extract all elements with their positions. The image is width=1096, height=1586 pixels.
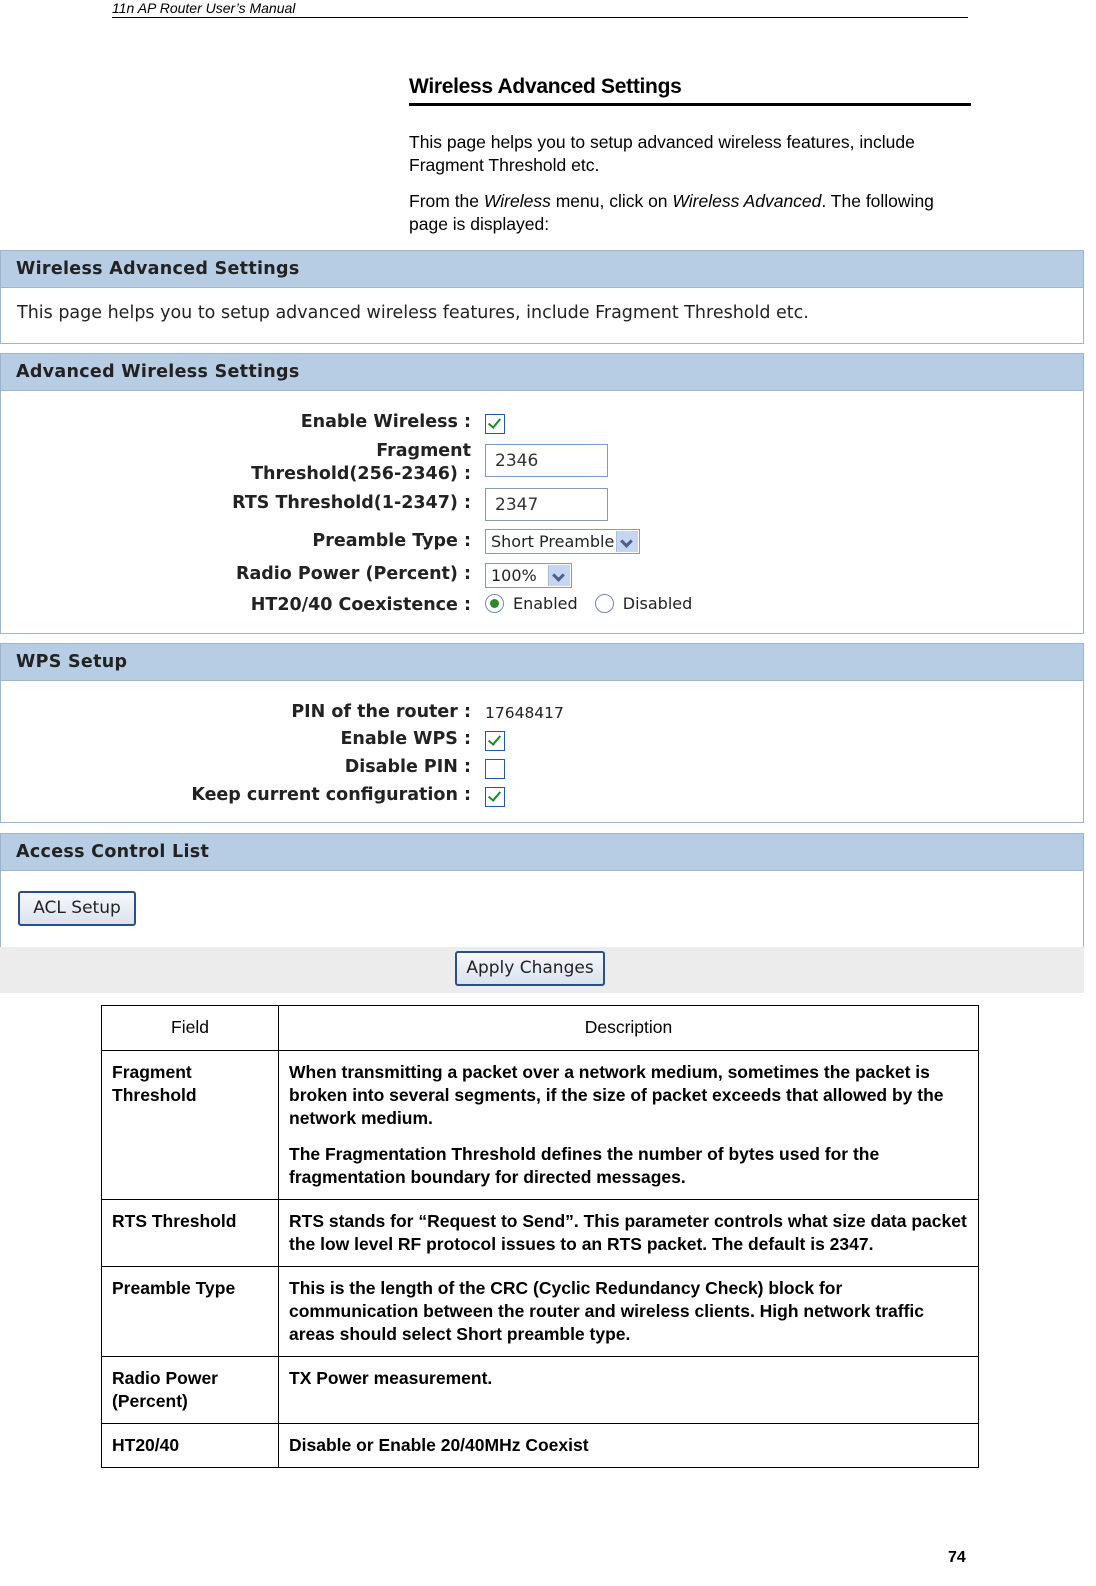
table-row <box>102 1051 979 1200</box>
coexistence-radio-group <box>485 593 704 613</box>
section-title: Wireless Advanced Settings <box>409 73 971 106</box>
preamble-type-row <box>1 530 1083 555</box>
chevron-down-icon <box>548 565 570 586</box>
enable-wireless-label: Enable Wireless : <box>300 412 471 432</box>
access-control-panel <box>0 833 1084 948</box>
field-description: This is the length of the CRC (Cyclic Redundancy Check) block for communication between the router and wireless clients. High network traffic areas should select Short preamble type. <box>279 1267 979 1357</box>
instruction-text: . The following page is displayed: <box>409 191 934 234</box>
table-row <box>102 1424 979 1468</box>
field-description: Disable or Enable 20/40MHz Coexist <box>279 1424 979 1468</box>
radio-power-select[interactable] <box>485 563 572 588</box>
preamble-type-value: Short Preamble <box>491 532 615 551</box>
table-header-row <box>102 1006 979 1051</box>
acl-setup-button[interactable]: ACL Setup <box>18 891 136 926</box>
enable-wps-checkbox[interactable] <box>485 731 505 751</box>
field-column-header: Field <box>102 1006 279 1051</box>
keep-config-checkbox[interactable] <box>485 787 505 807</box>
enable-wps-row <box>1 731 1083 751</box>
router-pin-value: 17648417 <box>485 704 564 722</box>
apply-changes-button[interactable]: Apply Changes <box>455 951 605 986</box>
enable-wireless-row <box>1 414 1083 434</box>
field-description: RTS stands for “Request to Send”. This parameter controls what size data packet the low level RF protocol issues to an RTS packet. The default is 2347. <box>279 1200 979 1267</box>
intro-panel <box>0 250 1084 344</box>
navigation-instruction <box>409 190 949 236</box>
radio-power-label: Radio Power (Percent) : <box>235 564 471 584</box>
router-pin-label: PIN of the router : <box>291 702 471 722</box>
instruction-text: menu, click on <box>550 191 673 211</box>
panel-title: Advanced Wireless Settings <box>1 354 1083 391</box>
panel-title: WPS Setup <box>1 644 1083 681</box>
keep-config-row <box>1 787 1083 807</box>
field-name: Radio Power (Percent) <box>102 1357 279 1424</box>
wps-setup-panel <box>0 643 1084 823</box>
menu-name: Wireless <box>483 191 551 211</box>
description-column-header: Description <box>279 1006 979 1051</box>
fragment-label-line2: Threshold(256-2346) : <box>251 464 471 484</box>
preamble-type-label: Preamble Type : <box>312 531 471 551</box>
table-row <box>102 1267 979 1357</box>
table-row <box>102 1200 979 1267</box>
panel-title: Wireless Advanced Settings <box>1 251 1083 288</box>
coexistence-enabled-label: Enabled <box>513 594 578 613</box>
intro-paragraph: This page helps you to setup advanced wireless features, include Fragment Threshold etc. <box>409 132 915 175</box>
enable-wireless-checkbox[interactable] <box>485 414 505 434</box>
description-paragraph: The Fragmentation Threshold defines the number of bytes used for the fragmentation boundary for directed messages. <box>289 1144 880 1187</box>
fragment-label-line1: Fragment <box>376 441 471 461</box>
preamble-type-select[interactable] <box>485 529 640 554</box>
chevron-down-icon <box>616 531 638 552</box>
description-paragraph: When transmitting a packet over a network medium, sometimes the packet is broken into several segments, if the size of packet exceeds that allowed by the network medium. <box>289 1062 944 1128</box>
field-name: HT20/40 <box>102 1424 279 1468</box>
radio-power-row <box>1 562 1083 587</box>
enable-wps-label: Enable WPS : <box>340 729 471 749</box>
field-description: TX Power measurement. <box>279 1357 979 1424</box>
coexistence-label: HT20/40 Coexistence : <box>250 595 471 615</box>
field-name: RTS Threshold <box>102 1200 279 1267</box>
instruction-text: From the <box>409 191 484 211</box>
radio-power-value: 100% <box>491 566 537 585</box>
coexistence-enabled-radio[interactable] <box>485 594 504 613</box>
manual-header: 11n AP Router User’s Manual <box>112 0 968 18</box>
coexistence-disabled-label: Disabled <box>622 594 693 613</box>
router-screenshot <box>0 250 1084 993</box>
disable-pin-label: Disable PIN : <box>344 757 471 777</box>
field-description-table <box>101 1005 979 1468</box>
fragment-threshold-input[interactable]: 2346 <box>485 444 608 477</box>
page-number: 74 <box>948 1549 966 1566</box>
menu-item-name: Wireless Advanced <box>672 191 822 211</box>
field-name: Fragment Threshold <box>102 1051 279 1200</box>
panel-title: Access Control List <box>1 834 1083 871</box>
fragment-threshold-label <box>251 440 471 486</box>
rts-threshold-label: RTS Threshold(1-2347) : <box>232 493 471 513</box>
table-row <box>102 1357 979 1424</box>
coexistence-disabled-radio[interactable] <box>595 594 614 613</box>
keep-config-label: Keep current configuration : <box>191 785 471 805</box>
panel-description: This page helps you to setup advanced wireless features, include Fragment Threshold etc. <box>17 303 809 323</box>
advanced-wireless-panel <box>0 353 1084 634</box>
disable-pin-checkbox[interactable] <box>485 759 505 779</box>
field-name: Preamble Type <box>102 1267 279 1357</box>
apply-bar <box>0 947 1084 993</box>
rts-threshold-input[interactable]: 2347 <box>485 488 608 521</box>
field-description <box>279 1051 979 1200</box>
disable-pin-row <box>1 759 1083 779</box>
